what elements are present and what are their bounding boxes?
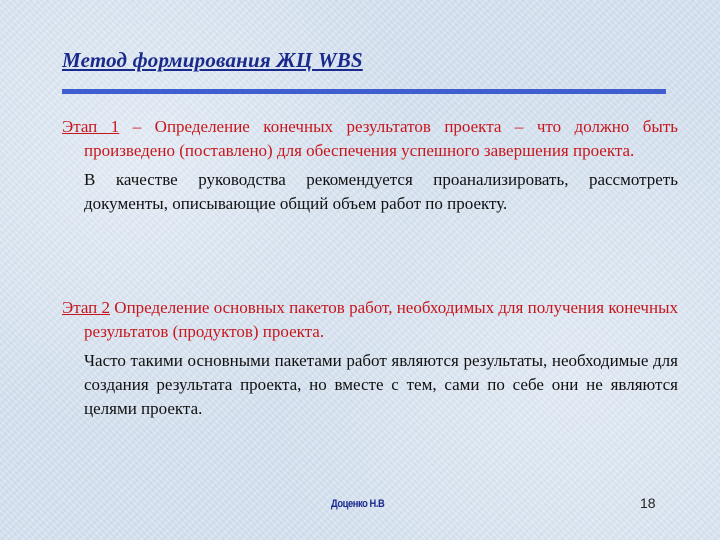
stage-2-label: Этап 2 <box>62 298 111 317</box>
stage-1-body: В качестве руководства рекомендуется проанализировать, рассмотреть документы, описывающие общий объем работ по проекту. <box>84 170 678 213</box>
stage-2-body: Часто такими основными пакетами работ являются результаты, необходимые для создания результата проекта, но вместе с тем, сами по себе они не являются целями проекта. <box>84 351 678 418</box>
stage-1-heading <box>62 115 678 163</box>
title-divider <box>62 89 666 94</box>
stage-2-section <box>62 296 678 421</box>
slide-title: Метод формирования ЖЦ WBS <box>62 48 363 72</box>
stage-2-heading <box>62 296 678 344</box>
stage-1-label: Этап 1 <box>62 117 120 136</box>
footer-author: Доценко Н.В <box>331 498 385 510</box>
stage-1-section <box>62 115 678 216</box>
page-number: 18 <box>640 495 656 511</box>
stage-2-heading-text: Определение основных пакетов работ, необходимых для получения конечных результатов (продуктов) проекта. <box>84 298 678 341</box>
stage-1-heading-text: – Определение конечных результатов проекта – что должно быть произведено (поставлено) для обеспечения успешного завершения проекта. <box>84 117 679 160</box>
